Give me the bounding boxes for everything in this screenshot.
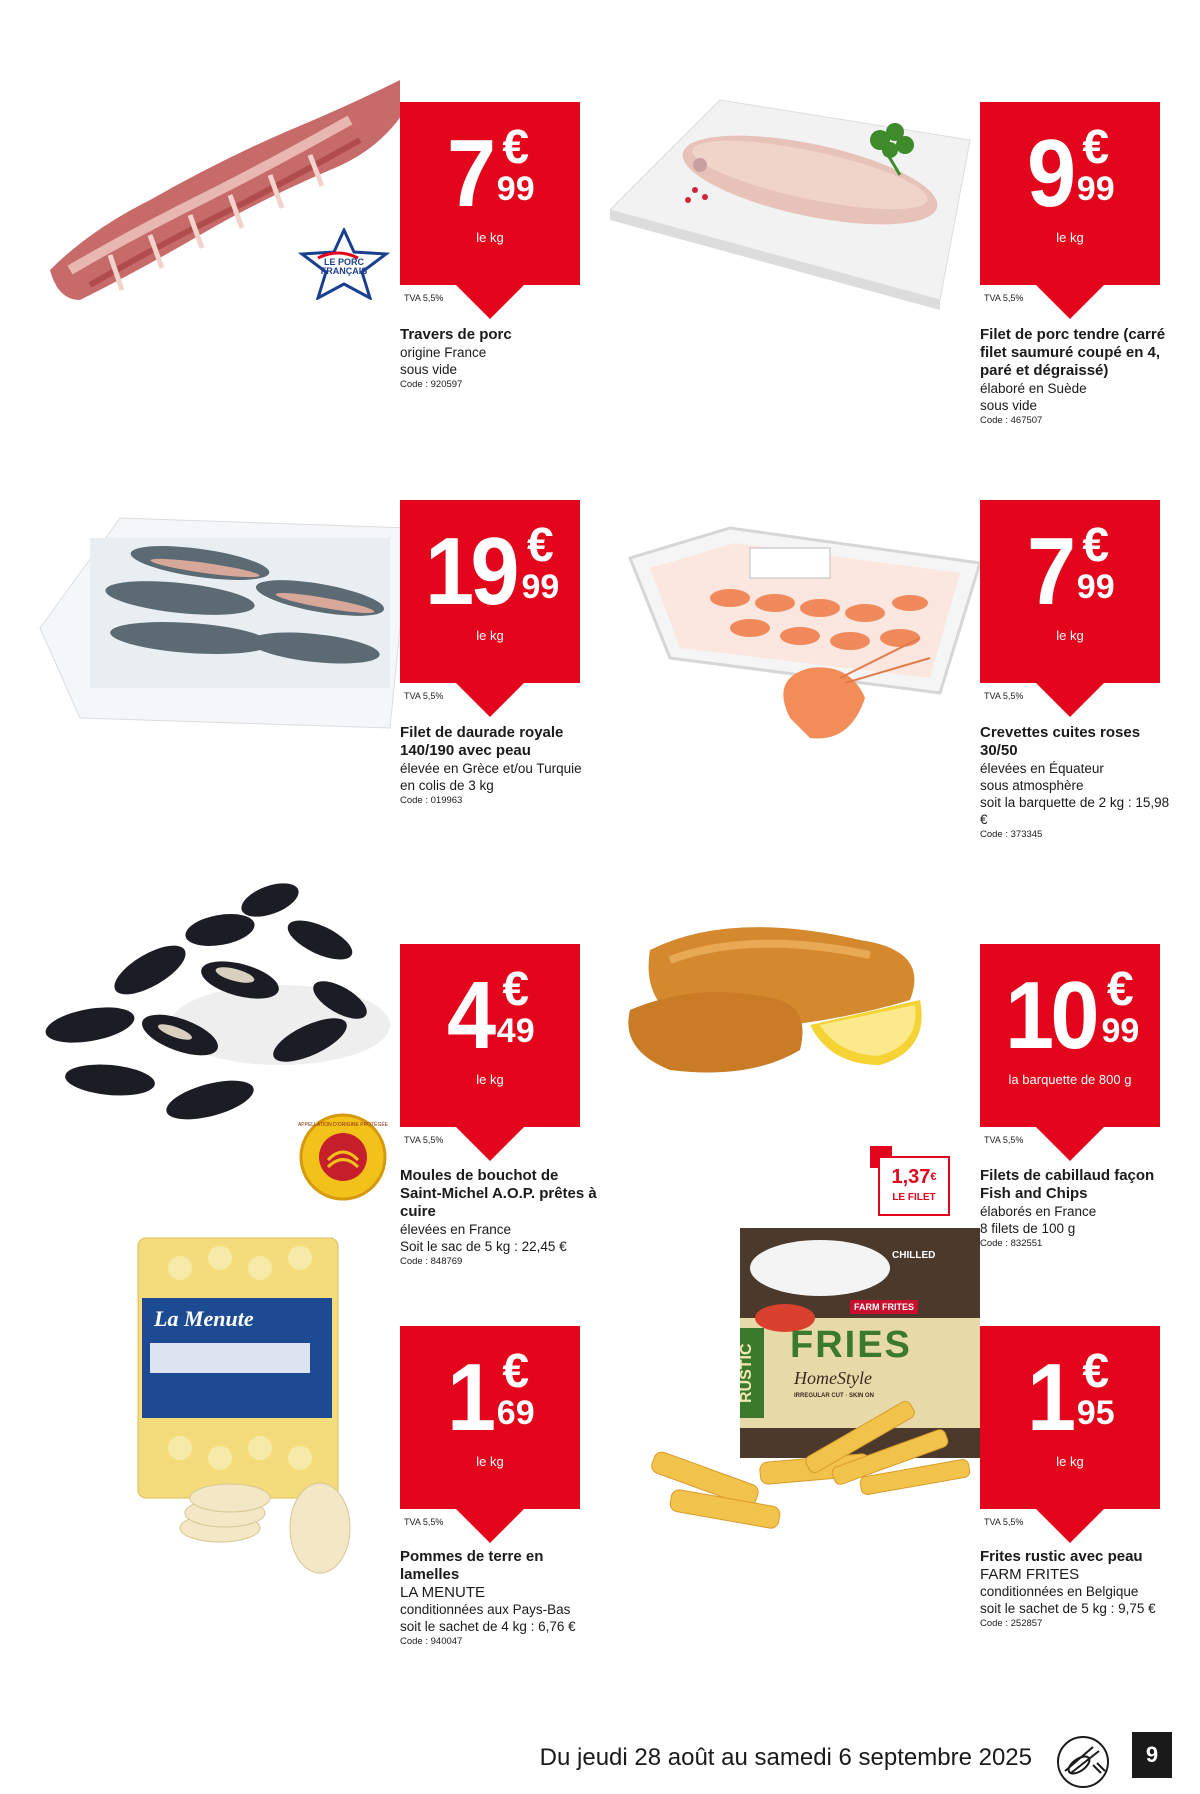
price-badge	[400, 1326, 580, 1509]
detail-line: conditionnées en Belgique	[980, 1584, 1139, 1599]
product-filet-porc[interactable]	[580, 0, 1180, 426]
product-code: Code : 848769	[400, 1256, 463, 1267]
price-unit: le kg	[476, 628, 504, 643]
price-decimals: 99	[1076, 170, 1115, 208]
price-badge	[980, 1326, 1160, 1509]
price-unit: le kg	[1056, 230, 1084, 245]
product-cabillaud[interactable]	[580, 840, 1180, 1249]
price-unit: le kg	[476, 230, 504, 245]
detail-line: sous vide	[980, 398, 1038, 413]
seal-text: APPELLATION D'ORIGINE PROTÉGÉE	[298, 1122, 388, 1128]
detail-line: Soit le sac de 5 kg : 22,45 €	[400, 1239, 567, 1254]
product-name: Filets de cabillaud façon Fish and Chips	[980, 1167, 1155, 1202]
logo-line-1: LE PORC	[323, 257, 364, 267]
product-daurade[interactable]	[0, 398, 600, 806]
pack-brand: FARM FRITES	[850, 1300, 918, 1314]
price-badge	[400, 500, 580, 683]
tva-label: TVA 5,5%	[984, 691, 1024, 701]
fries-bag-image	[610, 1228, 980, 1588]
page-number: 9	[1132, 1732, 1172, 1778]
aop-seal	[298, 1112, 388, 1202]
price-badge	[400, 102, 580, 285]
potato-slices-image	[30, 1228, 400, 1588]
product-frites[interactable]	[580, 1228, 1180, 1628]
product-crevettes[interactable]	[580, 398, 1180, 840]
shrimp-tray-image	[610, 398, 980, 758]
detail-line: en colis de 3 kg	[400, 778, 494, 793]
detail-line: élevée en Grèce et/ou Turquie	[400, 761, 582, 776]
detail-line: 8 filets de 100 g	[980, 1221, 1076, 1236]
detail-line: origine France	[400, 345, 487, 360]
product-name: Frites rustic avec peau	[980, 1548, 1143, 1565]
detail-line: soit le sachet de 4 kg : 6,76 €	[400, 1619, 576, 1634]
price-currency: €	[502, 1345, 530, 1398]
price-integer: 7	[447, 120, 493, 227]
pack-cut: IRREGULAR CUT · SKIN ON	[794, 1393, 874, 1399]
detail-line: élaborés en France	[980, 1204, 1097, 1219]
price-currency: €	[1082, 121, 1110, 174]
unit-price-badge	[870, 1146, 950, 1224]
tva-label: TVA 5,5%	[404, 691, 444, 701]
product-description	[400, 1548, 600, 1649]
product-description	[400, 724, 600, 808]
product-description	[980, 724, 1180, 842]
price-integer: 1	[1027, 1344, 1073, 1451]
product-name: Filet de daurade royale 140/190 avec peau	[400, 724, 564, 759]
product-pommes[interactable]	[0, 1228, 600, 1647]
detail-line: conditionnées aux Pays-Bas	[400, 1602, 571, 1617]
pack-rustic: RUSTIC	[738, 1343, 755, 1403]
product-name: Pommes de terre en lamelles	[400, 1548, 544, 1583]
tva-label: TVA 5,5%	[984, 1517, 1024, 1527]
product-name: Filet de porc tendre (carré filet saumuré coupé en 4, paré et dégraissé)	[980, 326, 1166, 379]
product-code: Code : 373345	[980, 829, 1043, 840]
product-moules[interactable]	[0, 840, 600, 1267]
price-unit: la barquette de 800 g	[1008, 1072, 1132, 1087]
pack-chilled: CHILLED	[892, 1250, 936, 1261]
validity-dates: Du jeudi 28 août au samedi 6 septembre 2025	[539, 1744, 1032, 1771]
price-currency: €	[527, 519, 554, 572]
price-decimals: 69	[496, 1394, 535, 1432]
product-name: Crevettes cuites roses 30/50	[980, 724, 1141, 759]
unit-price-value: 1,37	[891, 1166, 931, 1188]
detail-line: sous vide	[400, 362, 458, 377]
product-code: Code : 467507	[980, 415, 1043, 426]
price-badge	[400, 944, 580, 1127]
price-currency: €	[502, 963, 530, 1016]
logo-line-2: FRANÇAIS	[320, 266, 368, 276]
price-decimals: 99	[496, 170, 535, 208]
tva-label: TVA 5,5%	[404, 1517, 444, 1527]
le-porc-francais-logo	[298, 228, 390, 300]
tva-label: TVA 5,5%	[984, 293, 1024, 303]
detail-line: soit le sachet de 5 kg : 9,75 €	[980, 1601, 1156, 1616]
price-decimals: 49	[496, 1012, 535, 1050]
price-decimals: 99	[1101, 1012, 1140, 1050]
product-brand: FARM FRITES	[980, 1566, 1080, 1583]
pack-style: HomeStyle	[794, 1368, 872, 1388]
price-decimals: 99	[1076, 568, 1115, 606]
tva-label: TVA 5,5%	[984, 1135, 1024, 1145]
price-badge	[980, 500, 1160, 683]
product-description	[400, 326, 600, 392]
product-code: Code : 252857	[980, 1618, 1043, 1629]
price-currency: €	[1082, 1345, 1110, 1398]
price-currency: €	[502, 121, 530, 174]
price-unit: le kg	[1056, 628, 1084, 643]
price-integer: 10	[1004, 962, 1096, 1069]
price-unit: le kg	[1056, 1454, 1084, 1469]
product-code: Code : 832551	[980, 1238, 1043, 1249]
price-badge	[980, 944, 1160, 1127]
price-currency: €	[1107, 963, 1134, 1016]
price-unit: le kg	[476, 1072, 504, 1087]
price-integer: 9	[1027, 120, 1073, 227]
product-code: Code : 940047	[400, 1636, 463, 1647]
detail-line: élevées en Équateur	[980, 761, 1104, 776]
price-currency: €	[1082, 519, 1110, 572]
pack-product: FRIES	[790, 1324, 912, 1366]
product-code: Code : 920597	[400, 379, 463, 390]
tva-label: TVA 5,5%	[404, 293, 444, 303]
product-code: Code : 019963	[400, 795, 463, 806]
product-description	[980, 1548, 1180, 1631]
detail-line: élaboré en Suède	[980, 381, 1087, 396]
unit-price-currency: €	[930, 1171, 937, 1183]
price-integer: 4	[447, 962, 493, 1069]
price-decimals: 99	[521, 568, 560, 606]
tva-label: TVA 5,5%	[404, 1135, 444, 1145]
price-badge	[980, 102, 1160, 285]
detail-line: élevées en France	[400, 1222, 512, 1237]
price-integer: 19	[424, 518, 516, 625]
product-name: Travers de porc	[400, 326, 512, 343]
price-integer: 1	[447, 1344, 493, 1451]
sea-bream-image	[30, 398, 400, 758]
product-travers[interactable]	[0, 0, 600, 400]
price-integer: 7	[1027, 518, 1073, 625]
product-name: Moules de bouchot de Saint-Michel A.O.P. prêtes à cuire	[400, 1167, 597, 1220]
product-brand: LA MENUTE	[400, 1584, 486, 1601]
price-decimals: 95	[1076, 1394, 1115, 1432]
pork-ribs-image	[30, 0, 400, 360]
unit-price-label: LE FILET	[892, 1192, 936, 1203]
detail-line: sous atmosphère	[980, 778, 1084, 793]
detail-line: soit la barquette de 2 kg : 15,98 €	[980, 795, 1170, 827]
pork-loin-image	[610, 0, 980, 360]
pack-brand: La Menute	[154, 1306, 254, 1331]
fish-fork-icon	[1053, 1735, 1113, 1789]
price-unit: le kg	[476, 1454, 504, 1469]
